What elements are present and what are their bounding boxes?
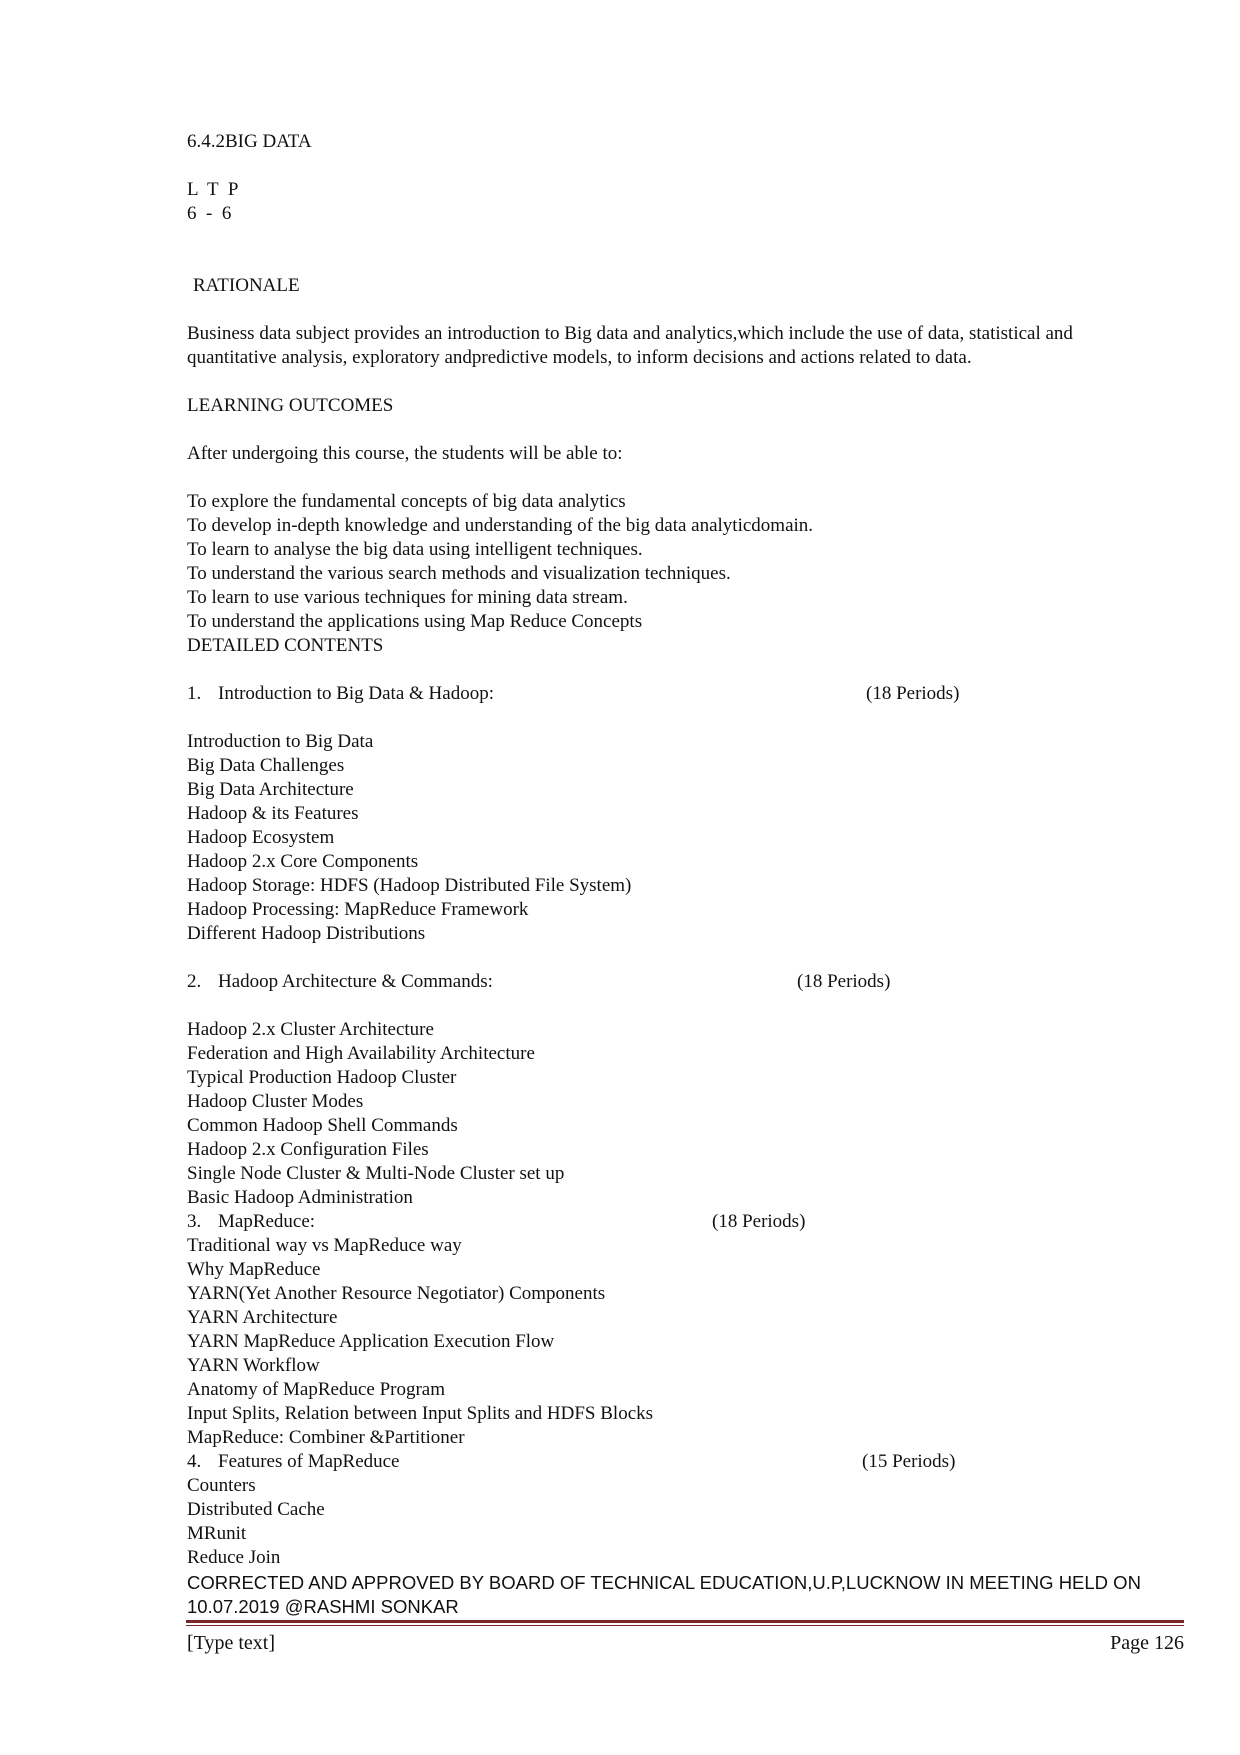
unit-title: MapReduce: [218, 1211, 316, 1232]
topic-item: Basic Hadoop Administration [187, 1187, 413, 1208]
unit-number: 4. [187, 1451, 202, 1472]
learning-outcome-item: To learn to analyse the big data using intelligent techniques. [187, 539, 643, 560]
unit-2-heading [187, 970, 493, 994]
unit-title: Introduction to Big Data & Hadoop: [218, 683, 494, 704]
learning-outcome-item: To understand the applications using Map Reduce Concepts [187, 611, 643, 632]
topic-item: YARN(Yet Another Resource Negotiator) Components [187, 1283, 606, 1304]
unit-1-heading [187, 682, 494, 706]
topic-item: Distributed Cache [187, 1499, 325, 1520]
unit-number: 1. [187, 683, 202, 704]
learning-outcome-item: To understand the various search methods and visualization techniques. [187, 563, 731, 584]
topic-item: Hadoop 2.x Cluster Architecture [187, 1019, 434, 1040]
footer-rule-thick [186, 1620, 1184, 1623]
section-heading: 6.4.2BIG DATA [187, 131, 312, 152]
unit-4-periods: (15 Periods) [862, 1451, 956, 1472]
topic-item: Hadoop & its Features [187, 803, 359, 824]
topic-item: Big Data Architecture [187, 779, 354, 800]
topic-item: Hadoop 2.x Core Components [187, 851, 419, 872]
topic-item: Hadoop 2.x Configuration Files [187, 1139, 429, 1160]
topic-item: Common Hadoop Shell Commands [187, 1115, 458, 1136]
unit-3-periods: (18 Periods) [712, 1211, 806, 1232]
ltp-values: 6 - 6 [187, 203, 232, 224]
topic-item: YARN Architecture [187, 1307, 338, 1328]
topic-item: Hadoop Storage: HDFS (Hadoop Distributed File System) [187, 875, 632, 896]
learning-outcome-item: To develop in-depth knowledge and understanding of the big data analyticdomain. [187, 515, 814, 536]
rationale-heading: RATIONALE [193, 275, 300, 296]
topic-item: Counters [187, 1475, 256, 1496]
topic-item: MapReduce: Combiner &Partitioner [187, 1427, 465, 1448]
topic-item: Hadoop Processing: MapReduce Framework [187, 899, 529, 920]
topic-item: MRunit [187, 1523, 247, 1544]
topic-item: Hadoop Ecosystem [187, 827, 335, 848]
unit-2-periods: (18 Periods) [797, 971, 891, 992]
learning-outcomes-intro: After undergoing this course, the students will be able to: [187, 443, 623, 464]
topic-item: Anatomy of MapReduce Program [187, 1379, 446, 1400]
footer-left-text: [Type text] [187, 1632, 276, 1654]
learning-outcome-item: To explore the fundamental concepts of big data analytics [187, 491, 626, 512]
topic-item: Federation and High Availability Architecture [187, 1043, 535, 1064]
unit-number: 2. [187, 971, 202, 992]
topic-item: Input Splits, Relation between Input Splits and HDFS Blocks [187, 1403, 654, 1424]
unit-title: Features of MapReduce [218, 1451, 400, 1472]
detailed-contents-heading: DETAILED CONTENTS [187, 635, 384, 656]
rationale-text: Business data subject provides an introduction to Big data and analytics,which include the use of data, statistical and quantitative analysis, exploratory andpredictive models, to inform decisions and actions related to data. [187, 323, 1073, 368]
unit-4-heading [187, 1450, 400, 1474]
topic-item: Different Hadoop Distributions [187, 923, 426, 944]
ltp-labels: L T P [187, 179, 239, 200]
learning-outcomes-heading: LEARNING OUTCOMES [187, 395, 394, 416]
topic-item: Typical Production Hadoop Cluster [187, 1067, 457, 1088]
topic-item: Hadoop Cluster Modes [187, 1091, 364, 1112]
topic-item: Introduction to Big Data [187, 731, 374, 752]
unit-title: Hadoop Architecture & Commands: [218, 971, 493, 992]
topic-item: YARN MapReduce Application Execution Flow [187, 1331, 555, 1352]
approval-note: CORRECTED AND APPROVED BY BOARD OF TECHNICAL EDUCATION,U.P,LUCKNOW IN MEETING HELD ON 10.07.2019 @RASHMI SONKAR [187, 1572, 1141, 1617]
topic-item: Big Data Challenges [187, 755, 345, 776]
footer-rule-thin [186, 1625, 1184, 1626]
unit-number: 3. [187, 1211, 202, 1232]
unit-3-heading [187, 1210, 315, 1234]
topic-item: Single Node Cluster & Multi-Node Cluster set up [187, 1163, 565, 1184]
topic-item: Traditional way vs MapReduce way [187, 1235, 462, 1256]
learning-outcome-item: To learn to use various techniques for mining data stream. [187, 587, 628, 608]
topic-item: Why MapReduce [187, 1259, 321, 1280]
unit-1-periods: (18 Periods) [866, 683, 960, 704]
page-number: Page 126 [1110, 1632, 1184, 1654]
topic-item: YARN Workflow [187, 1355, 320, 1376]
topic-item: Reduce Join [187, 1547, 281, 1568]
